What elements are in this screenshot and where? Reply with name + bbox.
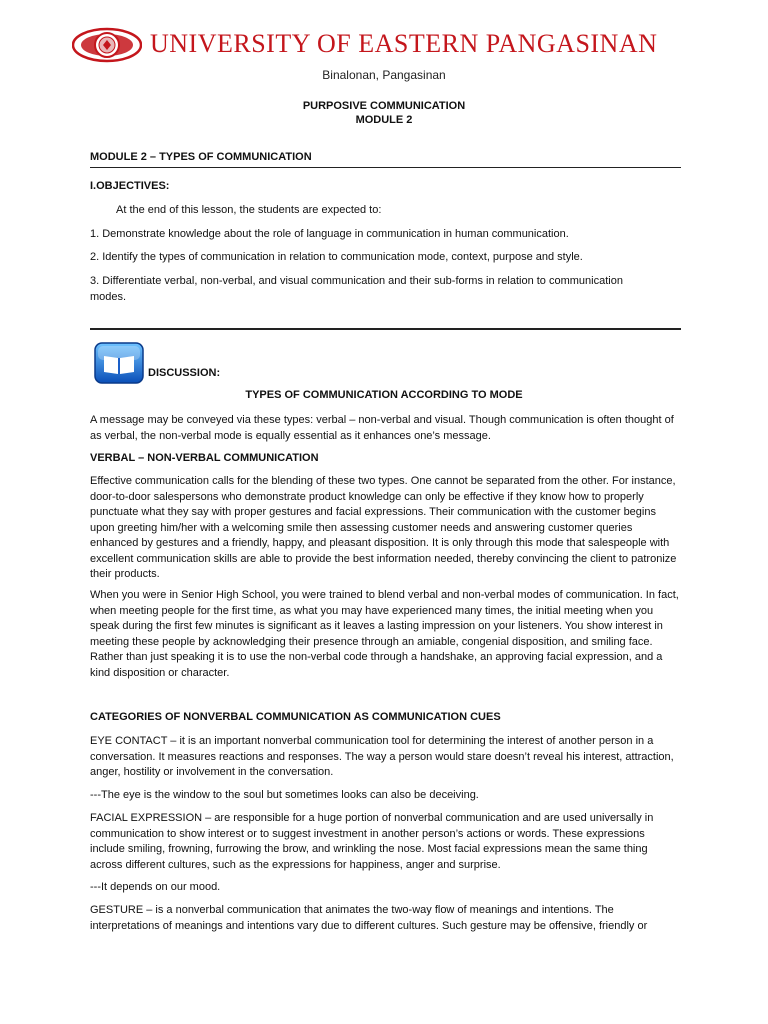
course-title: PURPOSIVE COMMUNICATION xyxy=(302,100,466,112)
discussion-title: TYPES OF COMMUNICATION ACCORDING TO MODE xyxy=(245,389,523,401)
gesture-paragraph: GESTURE – is a nonverbal communication that animates the two-way flow of meanings and intentions. The interpretations of meanings and intentions vary due to different cultures. Such gesture may be offensive, friendly or xyxy=(90,904,648,932)
book-icon xyxy=(94,342,144,384)
university-header xyxy=(68,22,698,70)
university-name: UNIVERSITY OF EASTERN PANGASINAN xyxy=(150,29,658,58)
eye-contact-paragraph: EYE CONTACT – it is an important nonverbal communication tool for determining the interest of another person in a conversation. It measures reactions and responses. The way a person would stare doesn’t reveal his interest, attraction, anger, hostility or involvement in the conversation. xyxy=(90,735,674,778)
facial-expression-note: ---It depends on our mood. xyxy=(90,881,221,893)
eye-contact-note: ---The eye is the window to the soul but sometimes looks can also be deceiving. xyxy=(90,789,479,801)
objectives-intro: At the end of this lesson, the students are expected to: xyxy=(116,204,382,216)
discussion-label: DISCUSSION: xyxy=(148,367,221,379)
verbal-heading: VERBAL – NON-VERBAL COMMUNICATION xyxy=(90,452,319,464)
campus-location: Binalonan, Pangasinan xyxy=(322,68,446,82)
facial-expression-paragraph: FACIAL EXPRESSION – are responsible for a huge portion of nonverbal communication and are used universally in communication to show interest or to suggest investment in another person’s actions or words. These expressions include smiling, frowning, furrowing the brow, and wrinkling the nose. Most facial expressions mean the same thing across different cultures, such as the expressions for happiness, anger and surprise. xyxy=(90,812,654,871)
divider xyxy=(90,167,681,168)
verbal-paragraph: When you were in Senior High School, you were trained to blend verbal and non-verbal modes of communication. In fact, when meeting people for the first time, as what you may have experienced many times, the initial meeting when you speak during the first few minutes is significant as it leaves a lasting impression on your listeners. You show interest in meeting these people by acknowledging their presence through an amiable, congenial disposition, and smiling face. Rather than just speaking it is to use the non-verbal code through a handshake, an approving facial expression, and a kind disposition or character. xyxy=(90,589,679,679)
objective-item: 1. Demonstrate knowledge about the role of language in communication in human communication. xyxy=(90,228,569,240)
objective-item: 3. Differentiate verbal, non-verbal, and visual communication and their sub-forms in relation to communication modes. xyxy=(90,275,623,303)
module-title: MODULE 2 xyxy=(355,114,413,126)
divider xyxy=(90,328,681,330)
categories-heading: CATEGORIES OF NONVERBAL COMMUNICATION AS COMMUNICATION CUES xyxy=(90,711,501,723)
university-seal-icon xyxy=(72,24,142,66)
discussion-intro: A message may be conveyed via these types: verbal – non-verbal and visual. Though communication is often thought of as verbal, the non-verbal mode is equally essential as it enhances one’s message. xyxy=(90,414,674,442)
module-heading: MODULE 2 – TYPES OF COMMUNICATION xyxy=(90,151,312,163)
objectives-heading: I.OBJECTIVES: xyxy=(90,180,170,192)
objective-item: 2. Identify the types of communication in relation to communication mode, context, purpose and style. xyxy=(90,251,583,263)
verbal-paragraph: Effective communication calls for the blending of these two types. One cannot be separated from the other. For instance, door-to-door salespersons who demonstrate product knowledge can only be effective if they know how to properly punctuate what they say with proper gestures and facial expressions. Their communication with the customer begins upon greeting him/her with a welcoming smile then assessing customer needs and answering customer queries enhanced by gestures and a friendly, happy, and pleasant disposition. It is only through this mode that salespeople with excellent communication skills are able to provide the best information needed, thereby convincing the client to patronize their products. xyxy=(90,475,677,580)
